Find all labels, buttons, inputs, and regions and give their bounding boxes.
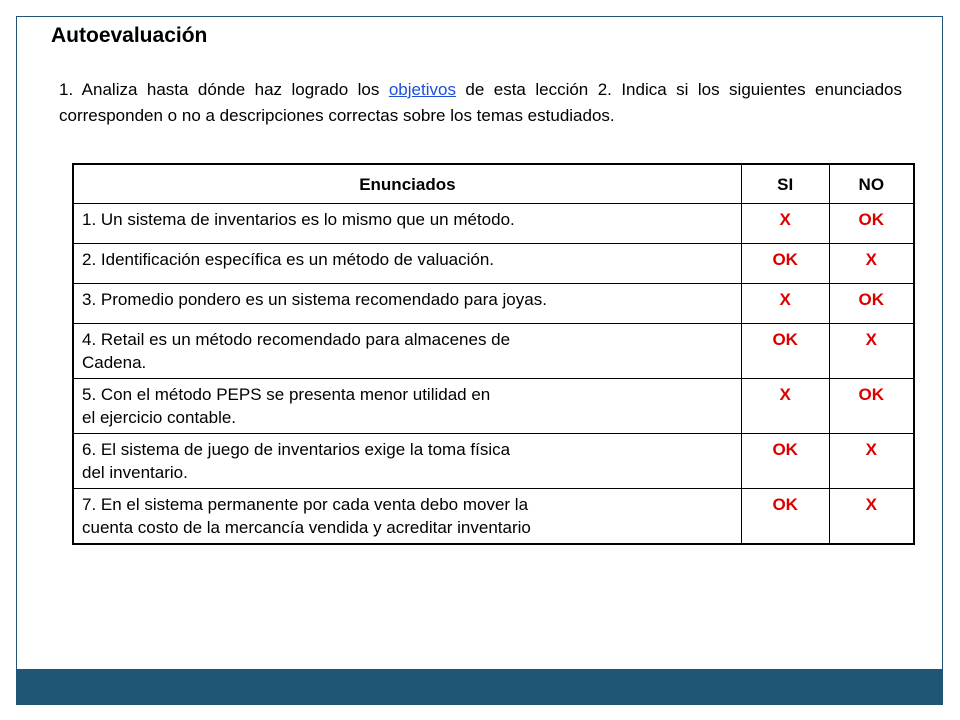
no-cell: OK — [829, 204, 914, 244]
table-header-row — [73, 164, 914, 204]
statement-cell: 5. Con el método PEPS se presenta menor utilidad en el ejercicio contable. — [73, 379, 741, 434]
table-row — [73, 379, 914, 434]
table-row — [73, 489, 914, 545]
page-title: Autoevaluación — [51, 24, 208, 47]
statement-cell: 7. En el sistema permanente por cada venta debo mover la cuenta costo de la mercancía vendida y acreditar inventario — [73, 489, 741, 545]
footer-bar — [17, 669, 942, 704]
no-cell: OK — [829, 379, 914, 434]
no-cell: OK — [829, 284, 914, 324]
header-si: SI — [741, 164, 829, 204]
table-row — [73, 284, 914, 324]
si-cell: OK — [741, 324, 829, 379]
table-row — [73, 204, 914, 244]
instructions-text-start: 1. Analiza hasta dónde haz logrado los — [59, 80, 389, 99]
no-cell: X — [829, 489, 914, 545]
header-enunciados: Enunciados — [73, 164, 741, 204]
statement-cell: 4. Retail es un método recomendado para almacenes de Cadena. — [73, 324, 741, 379]
instructions-text-end: de esta lección 2. Indica si los siguientes enunciados corresponden o no a descripciones correctas sobre los temas estudiados. — [59, 80, 902, 125]
si-cell: X — [741, 379, 829, 434]
table-row — [73, 324, 914, 379]
objetivos-link[interactable]: objetivos — [388, 80, 456, 99]
si-cell: OK — [741, 489, 829, 545]
table-row — [73, 434, 914, 489]
table-row — [73, 244, 914, 284]
statement-cell: 6. El sistema de juego de inventarios exige la toma física del inventario. — [73, 434, 741, 489]
si-cell: OK — [741, 244, 829, 284]
statement-cell: 3. Promedio pondero es un sistema recomendado para joyas. — [73, 284, 741, 324]
no-cell: X — [829, 244, 914, 284]
header-no: NO — [829, 164, 914, 204]
self-evaluation-table — [72, 163, 915, 545]
no-cell: X — [829, 434, 914, 489]
si-cell: OK — [741, 434, 829, 489]
statement-cell: 1. Un sistema de inventarios es lo mismo que un método. — [73, 204, 741, 244]
slide-frame — [16, 16, 943, 705]
si-cell: X — [741, 204, 829, 244]
no-cell: X — [829, 324, 914, 379]
instructions-text — [59, 77, 902, 129]
si-cell: X — [741, 284, 829, 324]
statement-cell: 2. Identificación específica es un método de valuación. — [73, 244, 741, 284]
